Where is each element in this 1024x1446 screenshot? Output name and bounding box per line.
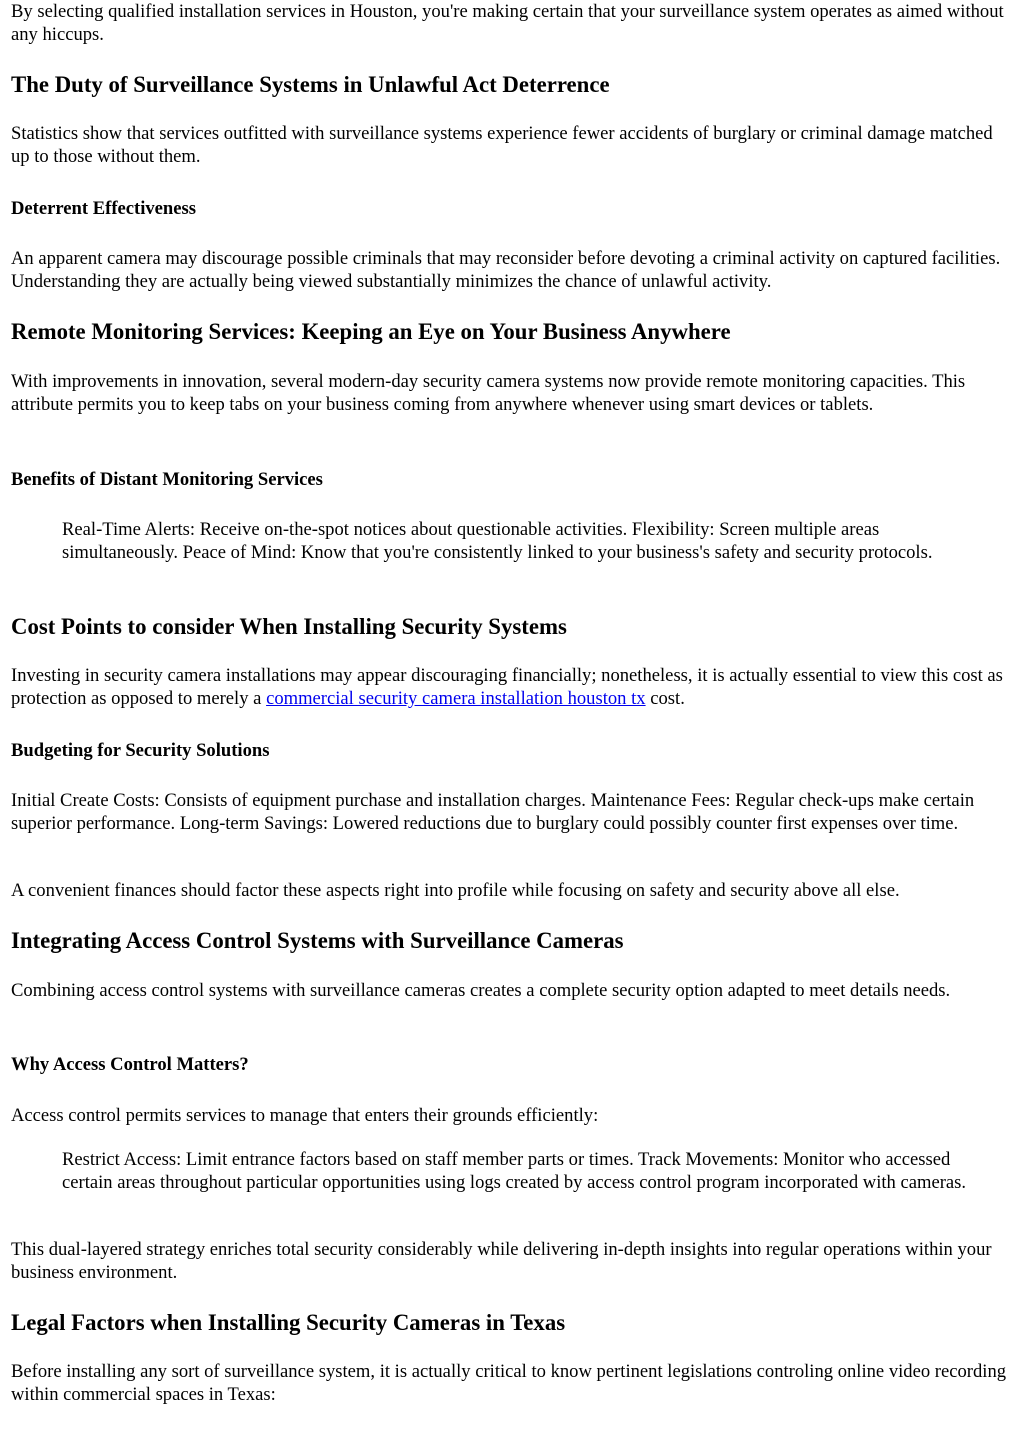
blockquote-access: Restrict Access: Limit entrance factors based on staff member parts or times. Track Movements: Monitor who accessed certain areas throughout particular opportunities using logs created by access control program incorporated with cameras. bbox=[62, 1149, 967, 1194]
heading-why-access-control: Why Access Control Matters? bbox=[11, 1054, 249, 1075]
paragraph-remote-monitoring: With improvements in innovation, several modern-day security camera systems now provide remote monitoring capacities. This attribute permits you to keep tabs on your business coming from anywhere whenever using smart devices or tablets. bbox=[11, 371, 966, 416]
heading-remote-monitoring: Remote Monitoring Services: Keeping an Eye on Your Business Anywhere bbox=[11, 319, 731, 344]
paragraph-cost bbox=[11, 664, 1014, 710]
paragraph-budgeting: Initial Create Costs: Consists of equipment purchase and installation charges. Maintenance Fees: Regular check-ups make certain superior performance. Long-term Savings: Lowered reductions due to burglary could possibly counter first expenses over time. bbox=[11, 790, 975, 835]
cost-text-before: Investing in security camera installations may appear discouraging financially; nonetheless, it is actually essential to view this cost as protection as opposed to merely a bbox=[11, 665, 1003, 710]
heading-budgeting: Budgeting for Security Solutions bbox=[11, 740, 270, 761]
heading-access-control: Integrating Access Control Systems with Surveillance Cameras bbox=[11, 928, 624, 953]
paragraph-deterrent: An apparent camera may discourage possible criminals that may reconsider before devoting a criminal activity on captured facilities. Understanding they are actually being viewed substantially minimizes the chance of unlawful activity. bbox=[11, 248, 1001, 293]
paragraph-statistics: Statistics show that services outfitted with surveillance systems experience fewer accidents of burglary or criminal damage matched up to those without them. bbox=[11, 123, 993, 168]
paragraph-why-access: Access control permits services to manage that enters their grounds efficiently: bbox=[11, 1105, 599, 1126]
paragraph-dual-layered: This dual-layered strategy enriches total security considerably while delivering in-depth insights into regular operations within your business environment. bbox=[11, 1239, 992, 1284]
heading-deterrent-effectiveness: Deterrent Effectiveness bbox=[11, 198, 196, 219]
paragraph-access-control: Combining access control systems with surveillance cameras creates a complete security option adapted to meet details needs. bbox=[11, 980, 951, 1001]
heading-cost-points: Cost Points to consider When Installing Security Systems bbox=[11, 614, 567, 639]
cost-text-after: cost. bbox=[645, 688, 685, 710]
blockquote-benefits: Real-Time Alerts: Receive on-the-spot notices about questionable activities. Flexibility: Screen multiple areas simultaneously. Peace of Mind: Know that you're consistently linked to your business's safety and security protocols. bbox=[62, 519, 933, 564]
paragraph-finances: A convenient finances should factor these aspects right into profile while focusing on safety and security above all else. bbox=[11, 880, 900, 901]
installation-link[interactable]: commercial security camera installation houston tx bbox=[266, 688, 646, 710]
heading-legal-factors: Legal Factors when Installing Security Cameras in Texas bbox=[11, 1310, 566, 1335]
paragraph-legal: Before installing any sort of surveillance system, it is actually critical to know pertinent legislations controling online video recording within commercial spaces in Texas: bbox=[11, 1361, 1007, 1406]
paragraph-intro: By selecting qualified installation services in Houston, you're making certain that your surveillance system operates as aimed without any hiccups. bbox=[11, 1, 1004, 46]
heading-benefits-remote: Benefits of Distant Monitoring Services bbox=[11, 469, 323, 490]
heading-crime-deterrence: The Duty of Surveillance Systems in Unlawful Act Deterrence bbox=[11, 72, 610, 97]
